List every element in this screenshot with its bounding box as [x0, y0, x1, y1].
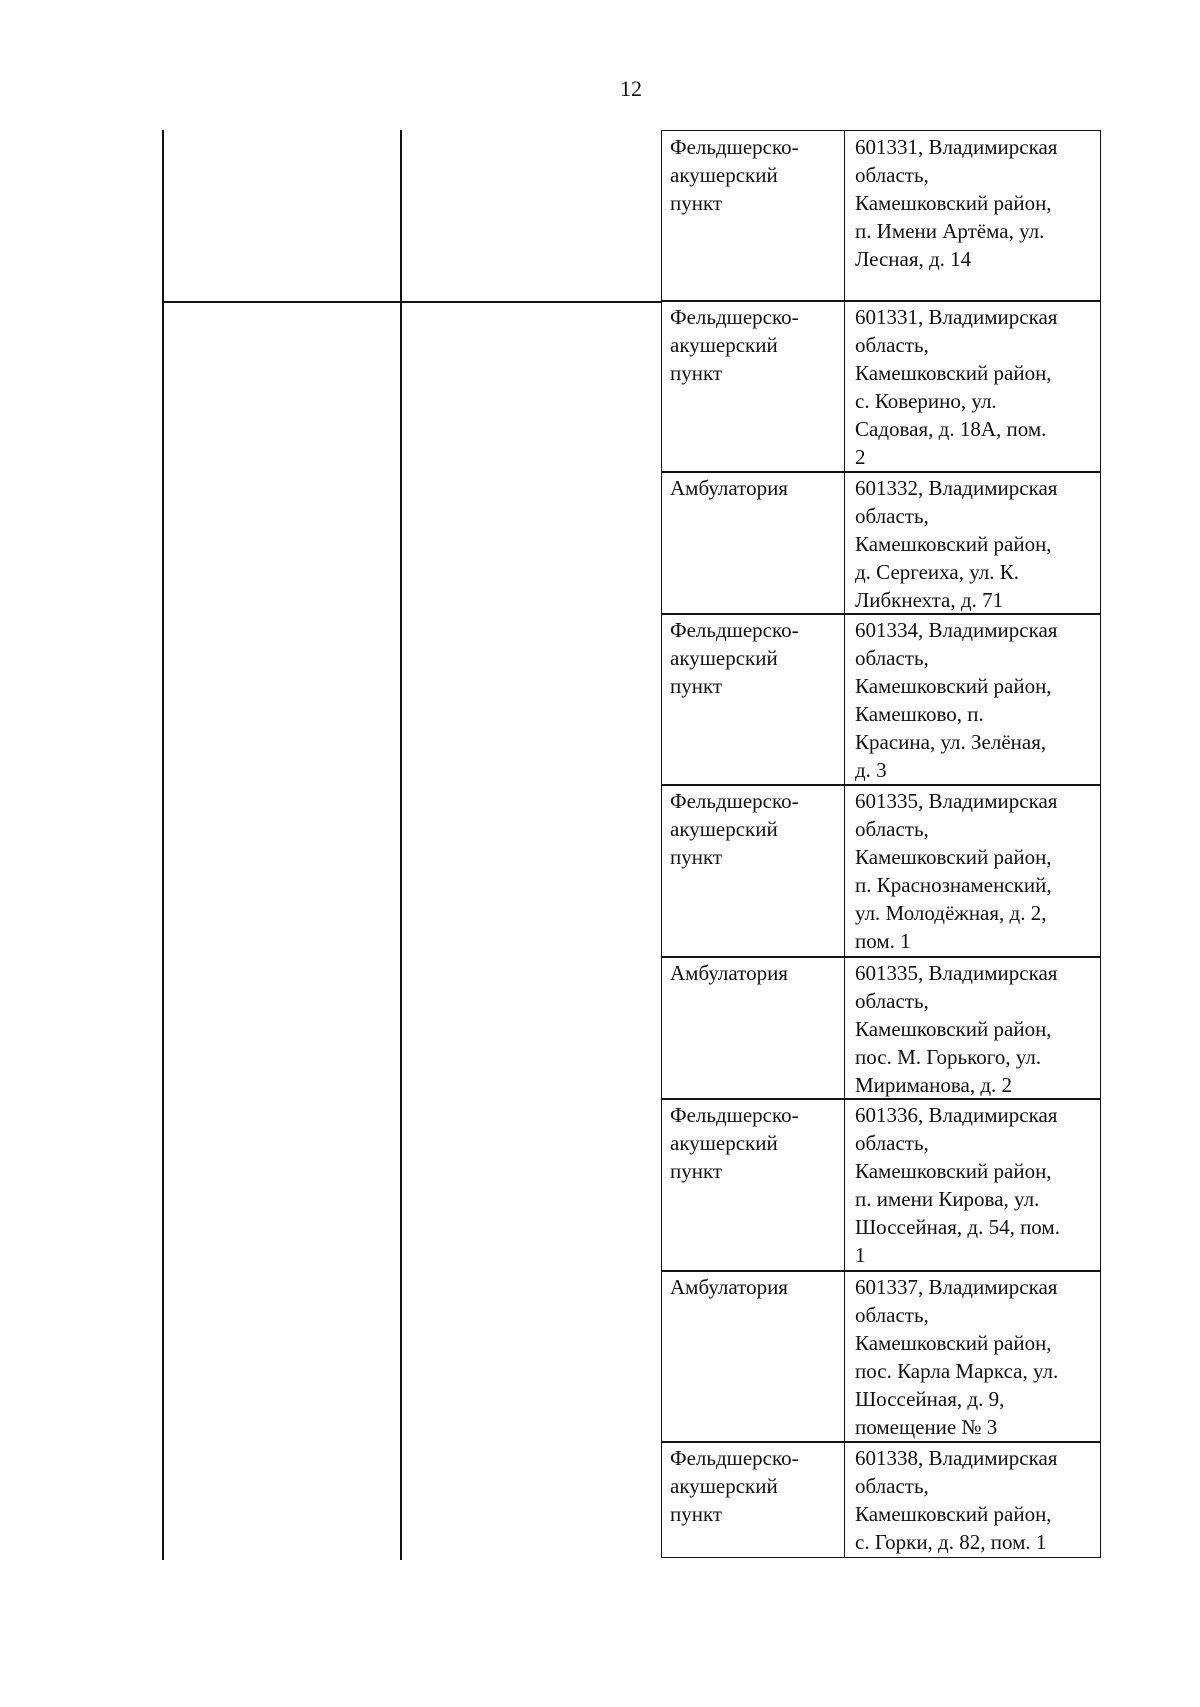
- facility-type-cell: Фельдшерско- акушерский пункт: [662, 1099, 845, 1271]
- address-cell: 601335, Владимирская область, Камешковский район, п. Краснознаменский, ул. Молодёжная, д. 2, пом. 1: [855, 789, 1058, 953]
- address-cell: 601337, Владимирская область, Камешковский район, пос. Карла Маркса, ул. Шоссейная, д. 9, помещение № 3: [855, 1275, 1059, 1439]
- table-row: [661, 956, 1101, 1100]
- table-row-divider: [162, 301, 662, 303]
- address-cell: 601331, Владимирская область, Камешковский район, с. Коверино, ул. Садовая, д. 18А, пом. 2: [855, 305, 1058, 469]
- facility-type-cell: Фельдшерско- акушерский пункт: [662, 1442, 845, 1557]
- address-cell: 601332, Владимирская область, Камешковский район, д. Сергеиха, ул. К. Либкнехта, д. 71: [855, 476, 1058, 612]
- facility-type-cell: Фельдшерско- акушерский пункт: [662, 301, 845, 472]
- facility-type-cell: Амбулатория: [662, 472, 845, 614]
- facility-type-cell: Амбулатория: [662, 1271, 845, 1442]
- table-row: [661, 1441, 1101, 1558]
- table-row: [661, 784, 1101, 958]
- table-row: [661, 471, 1101, 615]
- facility-type-cell: Фельдшерско- акушерский пункт: [662, 131, 845, 301]
- table-row: [661, 300, 1101, 473]
- table-border-col2: [400, 130, 402, 1560]
- facility-type-cell: Фельдшерско- акушерский пункт: [662, 785, 845, 957]
- address-cell: 601334, Владимирская область, Камешковский район, Камешково, п. Красина, ул. Зелёная, д. 3: [855, 618, 1058, 782]
- table-row: [661, 613, 1101, 786]
- address-cell: 601335, Владимирская область, Камешковский район, пос. М. Горького, ул. Мириманова, д. 2: [855, 961, 1058, 1097]
- table-row: [661, 1098, 1101, 1272]
- page-number: 12: [620, 76, 642, 101]
- facility-type-cell: Амбулатория: [662, 957, 845, 1099]
- address-cell: 601336, Владимирская область, Камешковский район, п. имени Кирова, ул. Шоссейная, д. 54, пом. 1: [855, 1103, 1060, 1267]
- address-cell: 601338, Владимирская область, Камешковский район, с. Горки, д. 82, пом. 1: [855, 1446, 1058, 1554]
- table-row: [661, 130, 1101, 302]
- facility-type-cell: Фельдшерско- акушерский пункт: [662, 614, 845, 785]
- address-cell: 601331, Владимирская область, Камешковский район, п. Имени Артёма, ул. Лесная, д. 14: [855, 135, 1058, 271]
- table-row: [661, 1270, 1101, 1443]
- table-border-left: [162, 130, 164, 1560]
